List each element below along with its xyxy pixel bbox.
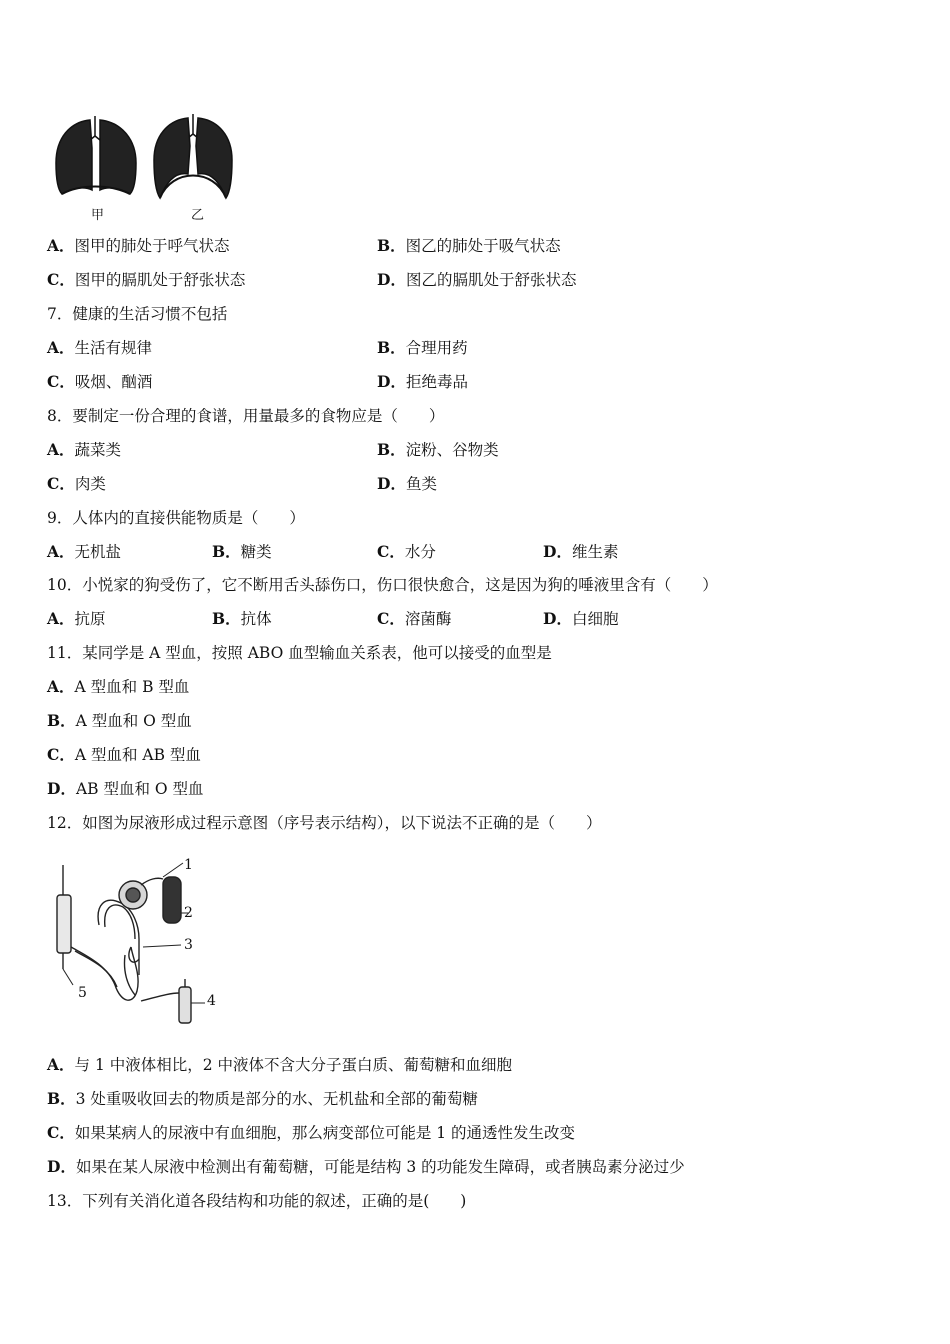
nephron-label-2: 2 [184, 905, 193, 921]
q6-option-c: C．图甲的膈肌处于舒张状态 [47, 270, 246, 289]
lung-label-b: 乙 [191, 208, 205, 223]
q6-option-b: B．图乙的肺处于吸气状态 [377, 236, 561, 255]
q9-stem: 9．人体内的直接供能物质是（ ） [47, 509, 305, 527]
q12-option-d: D．如果在某人尿液中检测出有葡萄糖，可能是结构 3 的功能发生障碍，或者胰岛素分泌过少 [47, 1157, 685, 1176]
q9-option-c: C．水分 [377, 542, 436, 561]
q7-option-a: A．生活有规律 [47, 338, 153, 357]
q11-option-c: C．A 型血和 AB 型血 [47, 745, 201, 764]
q11-stem: 11．某同学是 A 型血，按照 ABO 血型输血关系表，他可以接受的血型是 [47, 644, 552, 662]
nephron-label-3: 3 [184, 937, 193, 953]
lung-figure-b [154, 114, 232, 198]
lung-figure-a [56, 116, 136, 194]
q12-option-b: B．3 处重吸收回去的物质是部分的水、无机盐和全部的葡萄糖 [47, 1089, 478, 1108]
q12-option-c: C．如果某病人的尿液中有血细胞，那么病变部位可能是 1 的通透性发生改变 [47, 1123, 576, 1142]
q8-option-a: A．蔬菜类 [47, 440, 122, 459]
q8-option-c: C．肉类 [47, 474, 106, 493]
q7-option-d: D．拒绝毒品 [377, 372, 468, 391]
nephron-label-5: 5 [78, 985, 87, 1001]
q10-option-b: B．抗体 [212, 609, 272, 628]
q6-option-a: A．图甲的肺处于呼气状态 [47, 236, 230, 255]
nephron-figure [45, 855, 225, 1030]
q7-option-b: B．合理用药 [377, 338, 468, 357]
q8-option-d: D．鱼类 [377, 474, 437, 493]
q12-option-a: A．与 1 中液体相比，2 中液体不含大分子蛋白质、葡萄糖和血细胞 [47, 1055, 513, 1074]
q7-option-c: C．吸烟、酗酒 [47, 372, 153, 391]
q10-option-d: D．白细胞 [543, 609, 619, 628]
q8-stem: 8．要制定一份合理的食谱，用量最多的食物应是（ ） [47, 407, 445, 425]
lung-label-a: 甲 [91, 208, 105, 223]
q11-option-a: A．A 型血和 B 型血 [47, 677, 190, 696]
q12-stem: 12．如图为尿液形成过程示意图（序号表示结构），以下说法不正确的是（ ） [47, 814, 602, 832]
q6-option-d: D．图乙的膈肌处于舒张状态 [377, 270, 577, 289]
q9-option-a: A．无机盐 [47, 542, 122, 561]
q11-option-d: D．AB 型血和 O 型血 [47, 779, 204, 798]
q9-option-b: B．糖类 [212, 542, 272, 561]
lungs-figure [50, 108, 240, 208]
q10-stem: 10．小悦家的狗受伤了，它不断用舌头舔伤口，伤口很快愈合，这是因为狗的唾液里含有（ ） [47, 576, 718, 594]
q10-option-c: C．溶菌酶 [377, 609, 452, 628]
q8-option-b: B．淀粉、谷物类 [377, 440, 499, 459]
q11-option-b: B．A 型血和 O 型血 [47, 711, 192, 730]
q9-option-d: D．维生素 [543, 542, 619, 561]
q10-option-a: A．抗原 [47, 609, 106, 628]
q13-stem: 13．下列有关消化道各段结构和功能的叙述，正确的是( ) [47, 1192, 467, 1210]
q7-stem: 7．健康的生活习惯不包括 [47, 305, 228, 323]
nephron-label-1: 1 [184, 857, 193, 873]
nephron-label-4: 4 [207, 993, 216, 1009]
